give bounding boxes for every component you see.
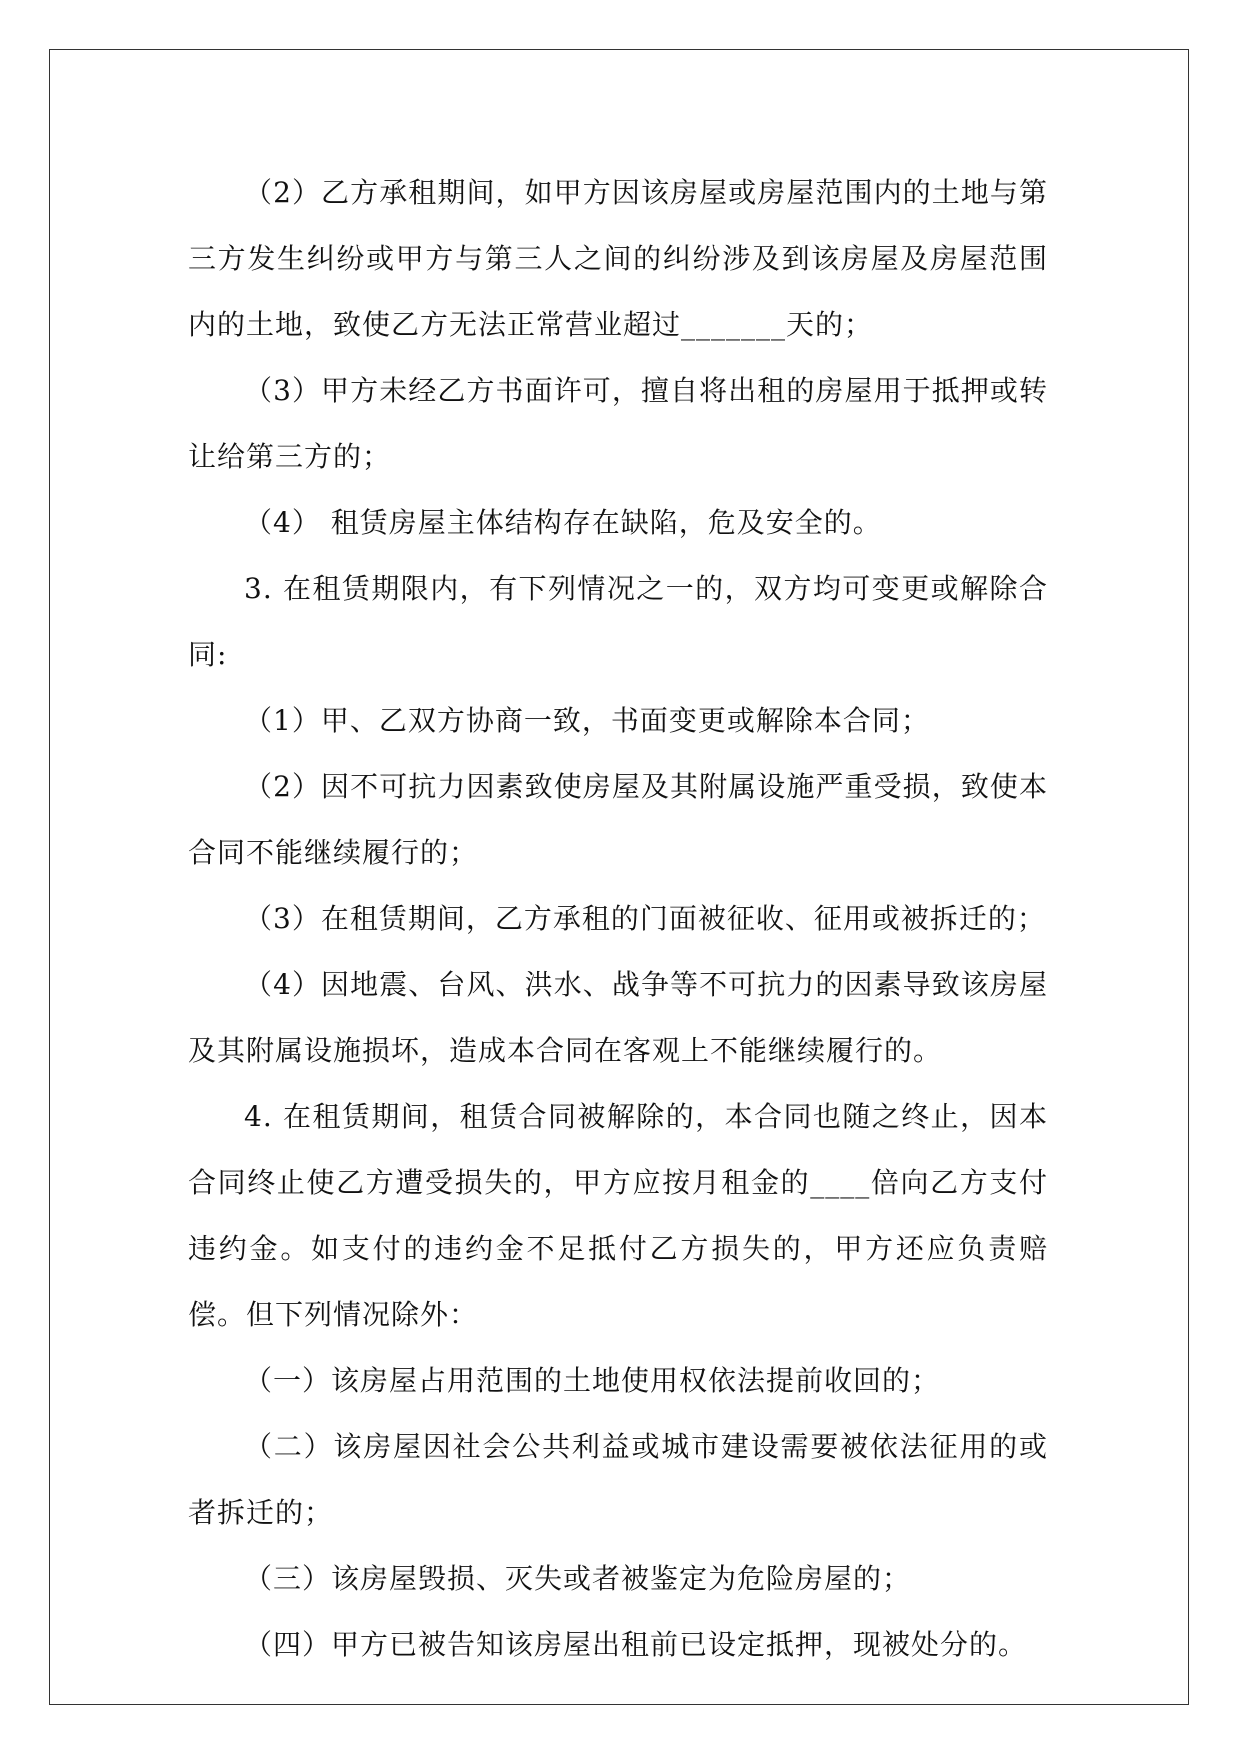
- paragraph-clause-2-2: （2）乙方承租期间，如甲方因该房屋或房屋范围内的土地与第三方发生纠纷或甲方与第三人之间的纠纷涉及到该房屋及房屋范围内的土地，致使乙方无法正常营业超过_______天的；: [188, 176, 1048, 341]
- paragraph-clause-3-3: （3）在租赁期间，乙方承租的门面被征收、征用或被拆迁的；: [244, 902, 1046, 935]
- paragraph-clause-2-3: （3）甲方未经乙方书面许可，擅自将出租的房屋用于抵押或转让给第三方的；: [188, 374, 1048, 473]
- paragraph-exception-3: （三）该房屋毁损、灭失或者被鉴定为危险房屋的；: [244, 1562, 912, 1595]
- paragraph-clause-3-4: （4）因地震、台风、洪水、战争等不可抗力的因素导致该房屋及其附属设施损坏，造成本合同在客观上不能继续履行的。: [188, 968, 1048, 1067]
- paragraph-clause-4: 4. 在租赁期间，租赁合同被解除的，本合同也随之终止，因本合同终止使乙方遭受损失的，甲方应按月租金的____倍向乙方支付违约金。如支付的违约金不足抵付乙方损失的，甲方还应负责赔偿。但下列情况除外：: [188, 1100, 1048, 1331]
- paragraph-exception-2: （二）该房屋因社会公共利益或城市建设需要被依法征用的或者拆迁的；: [188, 1430, 1048, 1529]
- paragraph-clause-3-1: （1）甲、乙双方协商一致，书面变更或解除本合同；: [244, 704, 930, 737]
- paragraph-exception-1: （一）该房屋占用范围的土地使用权依法提前收回的；: [244, 1364, 941, 1397]
- document-body: [188, 160, 1048, 1678]
- paragraph-clause-3: 3. 在租赁期限内，有下列情况之一的，双方均可变更或解除合同:: [188, 572, 1048, 671]
- paragraph-exception-4: （四）甲方已被告知该房屋出租前已设定抵押，现被处分的。: [244, 1628, 1028, 1661]
- paragraph-clause-2-4: （4） 租赁房屋主体结构存在缺陷，危及安全的。: [244, 506, 882, 539]
- paragraph-clause-3-2: （2）因不可抗力因素致使房屋及其附属设施严重受损，致使本合同不能继续履行的；: [188, 770, 1048, 869]
